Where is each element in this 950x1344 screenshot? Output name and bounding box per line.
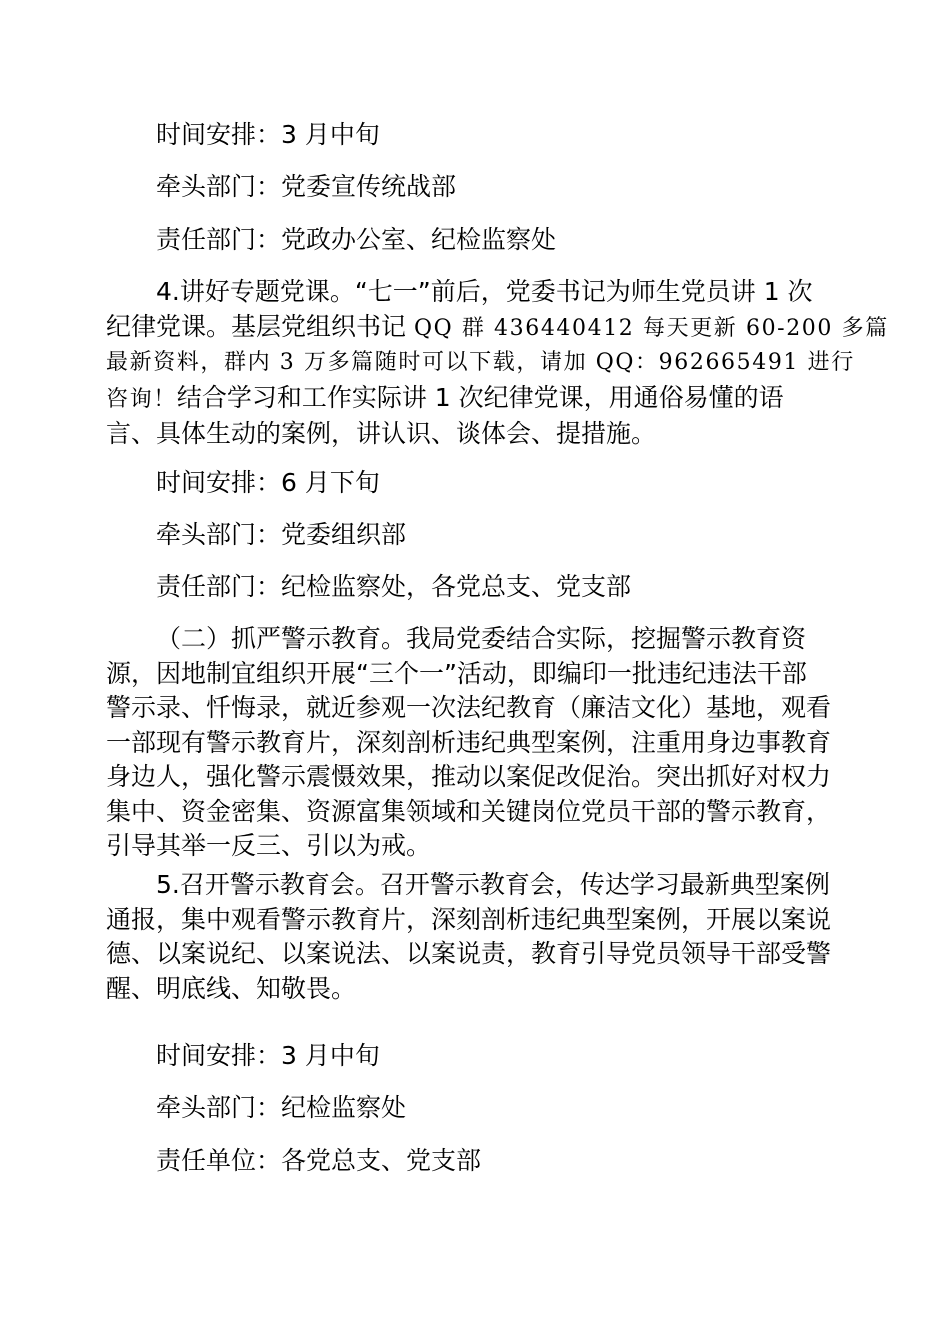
item-5-paragraph bbox=[106, 868, 846, 1006]
lead-department: 牵头部门：党委宣传统战部 bbox=[156, 172, 457, 201]
watermark-text-a: QQ 群 436440412 每天更新 60-200 多篇 bbox=[413, 315, 889, 341]
schedule-time: 时间安排：3 月中旬 bbox=[156, 120, 380, 149]
responsible-unit: 责任单位：各党总支、党支部 bbox=[156, 1146, 482, 1175]
section-2-line: 身边人，强化警示震慑效果，推动以案促改促治。突出抓好对权力 bbox=[106, 762, 832, 791]
section-2-line: （二）抓严警示教育。我局党委结合实际，挖掘警示教育资 bbox=[156, 624, 807, 653]
section-2-paragraph bbox=[106, 622, 846, 864]
responsible-department: 责任部门：纪检监察处，各党总支、党支部 bbox=[156, 572, 632, 601]
item-4-paragraph bbox=[106, 275, 889, 452]
lead-department: 牵头部门：纪检监察处 bbox=[156, 1093, 407, 1122]
schedule-time: 时间安排：3 月中旬 bbox=[156, 1041, 380, 1070]
item-5-line: 通报，集中观看警示教育片，深刻剖析违纪典型案例，开展以案说 bbox=[106, 904, 832, 934]
schedule-time: 时间安排：6 月下旬 bbox=[156, 468, 380, 497]
section-2-line: 集中、资金密集、资源富集领域和关键岗位党员干部的警示教育， bbox=[106, 796, 832, 826]
watermark-text-b: 最新资料，群内 3 万多篇随时可以下载，请加 QQ：962665491 进行 bbox=[106, 350, 855, 375]
item-4-line-4-text: 结合学习和工作实际讲 1 次纪律党课，用通俗易懂的语 bbox=[176, 382, 784, 412]
item-4-line-2 bbox=[106, 310, 889, 347]
section-2-line: 引导其举一反三、引以为戒。 bbox=[106, 831, 432, 860]
item-5-line: 德、以案说纪、以案说法、以案说责，教育引导党员领导干部受警 bbox=[106, 939, 832, 968]
item-5-line: 醒、明底线、知敬畏。 bbox=[106, 973, 357, 1003]
section-2-line: 警示录、忏悔录，就近参观一次法纪教育（廉洁文化）基地，观看 bbox=[106, 693, 832, 722]
item-4-line-2-text: 纪律党课。基层党组织书记 bbox=[106, 311, 407, 341]
responsible-department: 责任部门：党政办公室、纪检监察处 bbox=[156, 225, 557, 254]
section-2-line: 源，因地制宜组织开展“三个一”活动，即编印一批违纪违法干部 bbox=[106, 658, 807, 688]
item-4-line-1: 4.讲好专题党课。“七一”前后，党委书记为师生党员讲 1 次 bbox=[156, 277, 813, 306]
item-4-line-5: 言、具体生动的案例，讲认识、谈体会、提措施。 bbox=[106, 419, 657, 448]
lead-department: 牵头部门：党委组织部 bbox=[156, 520, 407, 549]
item-4-line-4 bbox=[106, 381, 846, 418]
item-5-line: 5.召开警示教育会。召开警示教育会，传达学习最新典型案例 bbox=[156, 870, 830, 899]
section-2-line: 一部现有警示教育片，深刻剖析违纪典型案例，注重用身边事教育 bbox=[106, 727, 832, 757]
watermark-text-c: 咨询！ bbox=[106, 386, 177, 412]
